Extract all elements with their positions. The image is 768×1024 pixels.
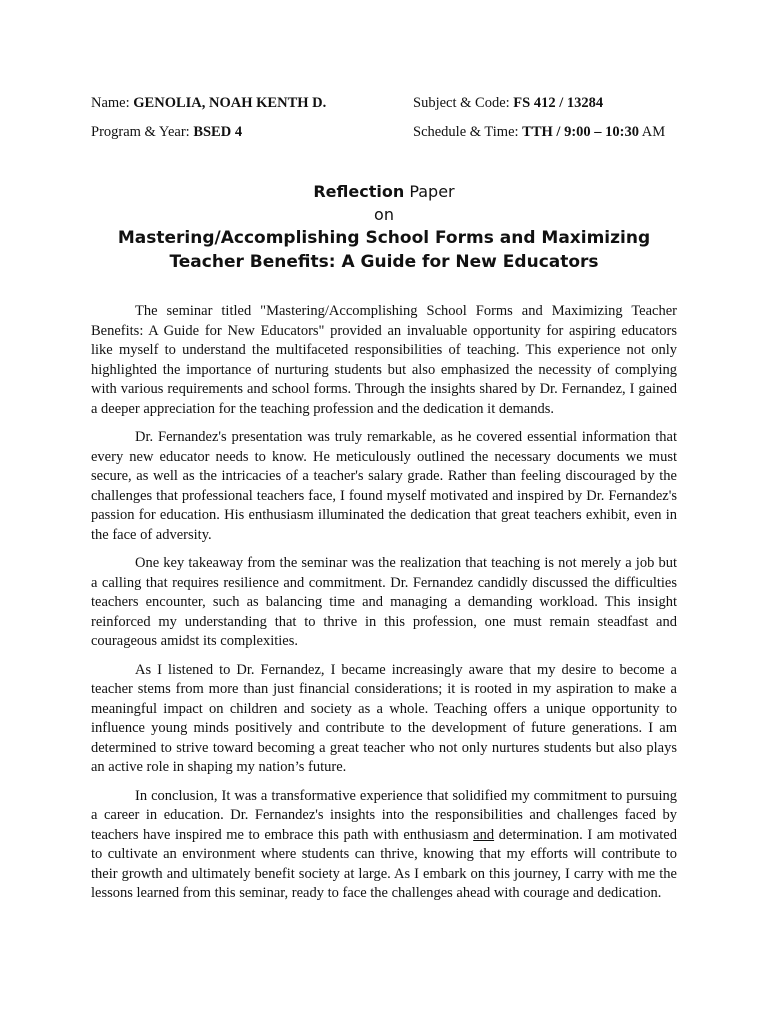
paragraph-1: The seminar titled "Mastering/Accomplishing School Forms and Maximizing Teacher Benefits: A Guide for New Educators" provided an invaluable opportunity for aspiring educators like myself to understand the multifaceted responsibilities of teaching. This experience not only highlighted the importance of nurturing students but also emphasized the necessity of complying with various requirements and school forms. Through the insights shared by Dr. Fernandez, I gained a deeper appreciation for the teaching profession and the dedication it demands. bbox=[91, 303, 677, 417]
program-field bbox=[91, 123, 242, 141]
title-word-paper: Paper bbox=[404, 182, 455, 201]
schedule-field bbox=[413, 123, 665, 141]
schedule-value: TTH / 9:00 – 10:30 bbox=[522, 124, 639, 140]
name-field bbox=[91, 94, 326, 112]
conclusion-text-before: In conclusion, It was a transformative experience that solidified my commitment to pursuing a career in education. Dr. Fernandez's insights into the responsibilities and challenges faced by teachers have inspired me to embrace this path with enthusiasm bbox=[91, 787, 677, 843]
paragraph-3: One key takeaway from the seminar was the realization that teaching is not merely a job but a calling that requires resilience and commitment. Dr. Fernandez candidly discussed the difficulties teachers encounter, such as balancing time and managing a demanding workload. This insight reinforced my understanding that to thrive in this profession, one must remain steadfast and courageous amidst its complexities. bbox=[91, 555, 677, 649]
name-label: Name: bbox=[91, 95, 134, 111]
conclusion-underlined-word: and bbox=[473, 826, 495, 843]
subject-field bbox=[413, 94, 603, 112]
program-value: BSED 4 bbox=[193, 124, 243, 140]
subject-label: Subject & Code: bbox=[413, 95, 514, 111]
document-title bbox=[91, 181, 677, 274]
title-connector: on bbox=[374, 205, 394, 224]
paragraph-conclusion bbox=[91, 787, 677, 904]
title-line-reflection-paper bbox=[91, 181, 677, 203]
title-word-reflection: Reflection bbox=[313, 182, 405, 201]
conclusion-text-after: determination. I am motivated to cultivate an environment where students can thrive, knowing that my efforts will contribute to their growth and ultimately benefit society at large. As I embark on this journey, I carry with me the lessons learned from this seminar, ready to face the challenges ahead with courage and dedication. bbox=[91, 826, 677, 901]
title-main-line-1: Mastering/Accomplishing School Forms and Maximizing bbox=[117, 228, 651, 248]
body-text bbox=[91, 302, 677, 913]
paragraph-4: As I listened to Dr. Fernandez, I became increasingly aware that my desire to become a teacher stems from more than just financial considerations; it is rooted in my aspiration to make a meaningful impact on children and society as a whole. Teaching offers a unique opportunity to influence young minds positively and contribute to the development of future generations. I am determined to strive toward becoming a great teacher who not only nurtures students but also plays an active role in shaping my nation’s future. bbox=[91, 661, 677, 775]
name-value: GENOLIA, NOAH KENTH D. bbox=[133, 95, 327, 111]
program-label: Program & Year: bbox=[91, 124, 194, 140]
schedule-suffix: AM bbox=[638, 124, 666, 140]
paragraph-2: Dr. Fernandez's presentation was truly remarkable, as he covered essential information that every new educator needs to know. He meticulously outlined the necessary documents we must secure, as well as the intricacies of a teacher's salary grade. Rather than feeling discouraged by the challenges that professional teachers face, I found myself motivated and inspired by Dr. Fernandez's passion for education. His enthusiasm illuminated the dedication that great teachers exhibit, even in the face of adversity. bbox=[91, 429, 677, 543]
title-main-line-2: Teacher Benefits: A Guide for New Educators bbox=[169, 252, 599, 272]
schedule-label: Schedule & Time: bbox=[413, 124, 523, 140]
subject-value: FS 412 / 13284 bbox=[513, 95, 604, 111]
